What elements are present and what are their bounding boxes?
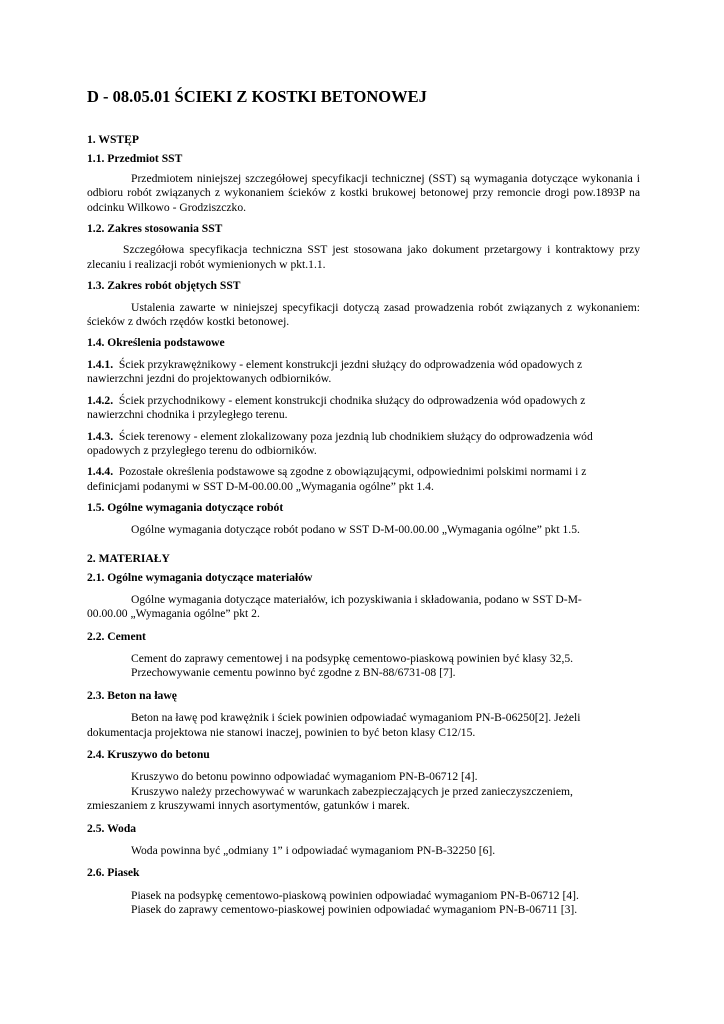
definition-1-4-3 xyxy=(87,430,640,459)
paragraph-2-4 xyxy=(87,770,640,799)
section-heading-1: 1. WSTĘP xyxy=(87,133,139,146)
subsection-heading-1-1: 1.1. Przedmiot SST xyxy=(87,152,183,166)
definition-1-4-1 xyxy=(87,358,640,387)
definition-number: 1.4.3. xyxy=(87,429,114,443)
paragraph-2-2 xyxy=(87,652,640,681)
paragraph-line: Przechowywanie cementu powinno być zgodne z BN-88/6731-08 [7]. xyxy=(131,666,456,680)
document-body xyxy=(87,133,640,918)
definition-number: 1.4.1. xyxy=(87,357,114,371)
subsection-heading-2-6: 2.6. Piasek xyxy=(87,866,140,880)
definition-1-4-4 xyxy=(87,465,640,494)
paragraph-line: Piasek na podsypkę cementowo-piaskową powinien odpowiadać wymaganiom PN-B-06712 [4]. xyxy=(131,888,579,902)
subsection-heading-1-2: 1.2. Zakres stosowania SST xyxy=(87,222,223,236)
definition-text: Pozostałe określenia podstawowe są zgodne z obowiązującymi, odpowiednimi polskimi normami i z definicjami podanymi w SST D-M-00.00.00 „Wymagania ogólne” pkt 1.4. xyxy=(87,465,587,493)
definition-text: Ściek terenowy - element zlokalizowany poza jezdnią lub chodnikiem służący do odprowadzenia wód opadowych z przyległego terenu do odbiorników. xyxy=(87,429,593,457)
subsection-heading-1-3: 1.3. Zakres robót objętych SST xyxy=(87,279,241,293)
section-heading-2: 2. MATERIAŁY xyxy=(87,551,170,565)
paragraph-2-3 xyxy=(87,711,640,725)
paragraph-1-1: Przedmiotem niniejszej szczegółowej specyfikacji technicznej (SST) są wymagania dotyczące wykonania i odbioru robót związanych z wykonaniem ścieków z kostki brukowej betonowej przy remoncie drogi pow.1893P na odcinku Wilkowo - Grodziszczko. xyxy=(87,171,640,214)
document-title: D - 08.05.01 ŚCIEKI Z KOSTKI BETONOWEJ xyxy=(87,87,427,106)
paragraph-1-5 xyxy=(87,523,640,537)
paragraph-line: 00.00.00 „Wymagania ogólne” pkt 2. xyxy=(87,607,260,621)
paragraph-2-1 xyxy=(87,593,640,607)
subsection-heading-2-1: 2.1. Ogólne wymagania dotyczące materiałów xyxy=(87,571,313,585)
paragraph-line: Kruszywo do betonu powinno odpowiadać wymaganiom PN-B-06712 [4]. xyxy=(131,770,478,784)
paragraph-line: Woda powinna być „odmiany 1” i odpowiadać wymaganiom PN-B-32250 [6]. xyxy=(131,844,496,858)
definition-number: 1.4.2. xyxy=(87,393,114,407)
definition-number: 1.4.4. xyxy=(87,465,114,479)
paragraph-line: Cement do zaprawy cementowej i na podsypkę cementowo-piaskową powinien być klasy 32,5. xyxy=(131,651,574,665)
definition-text: Ściek przykrawężnikowy - element konstrukcji jezdni służący do odprowadzenia wód opadowych z nawierzchni jezdni do projektowanych odbiorników. xyxy=(87,357,583,386)
subsection-heading-2-4: 2.4. Kruszywo do betonu xyxy=(87,748,210,761)
paragraph-2-6 xyxy=(87,889,640,918)
paragraph-line: Ogólne wymagania dotyczące robót podano w SST D-M-00.00.00 „Wymagania ogólne” pkt 1.5. xyxy=(131,522,580,536)
paragraph-line: Ogólne wymagania dotyczące materiałów, ich pozyskiwania i składowania, podano w SST D-M- xyxy=(131,592,582,606)
paragraph-2-5 xyxy=(87,844,640,858)
definition-1-4-2 xyxy=(87,394,640,423)
subsection-heading-1-5: 1.5. Ogólne wymagania dotyczące robót xyxy=(87,501,284,515)
paragraph-line: zmieszaniem z kruszywami innych asortymentów, gatunków i marek. xyxy=(87,799,410,813)
paragraph-line: Piasek do zaprawy cementowo-piaskowej powinien odpowiadać wymaganiom PN-B-06711 [3]. xyxy=(131,903,578,917)
subsection-heading-2-3: 2.3. Beton na ławę xyxy=(87,688,177,702)
paragraph-line: Kruszywo należy przechowywać w warunkach zabezpieczających je przed zanieczyszczeniem, xyxy=(131,784,573,798)
definition-text: Ściek przychodnikowy - element konstrukcji chodnika służący do odprowadzenia wód opadowych z nawierzchni chodnika i przyległego terenu. xyxy=(87,393,586,422)
paragraph-line: Beton na ławę pod krawężnik i ściek powinien odpowiadać wymaganiom PN-B-06250[2]. Jeżeli xyxy=(131,711,581,725)
paragraph-line: dokumentacja projektowa nie stanowi inaczej, powinien to być beton klasy C12/15. xyxy=(87,725,476,739)
paragraph-1-2: Szczegółowa specyfikacja techniczna SST jest stosowana jako dokument przetargowy i kontraktowy przy zlecaniu i realizacji robót wymienionych w pkt.1.1. xyxy=(87,243,640,271)
subsection-heading-2-5: 2.5. Woda xyxy=(87,821,137,835)
paragraph-1-3: Ustalenia zawarte w niniejszej specyfikacji dotyczą zasad prowadzenia robót związanych z wykonaniem: ścieków z dwóch rzędów kostki betonowej. xyxy=(87,300,640,329)
subsection-heading-1-4: 1.4. Określenia podstawowe xyxy=(87,336,225,350)
subsection-heading-2-2: 2.2. Cement xyxy=(87,629,146,643)
